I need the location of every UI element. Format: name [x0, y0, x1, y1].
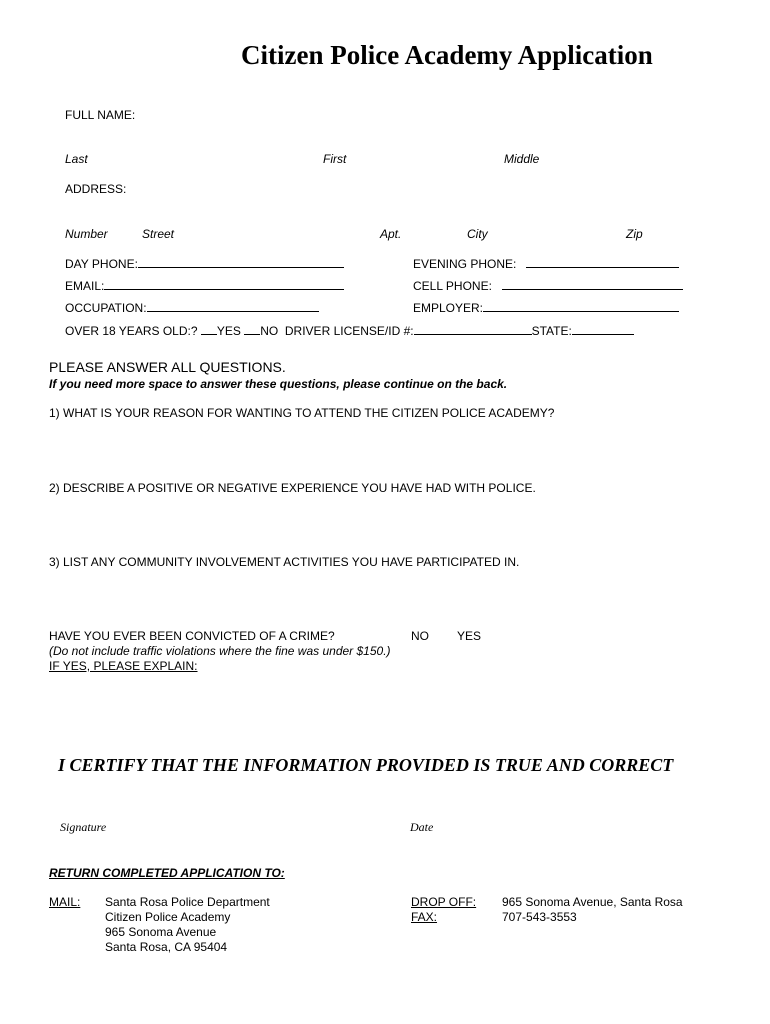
email-label: EMAIL:	[65, 279, 105, 293]
license-field[interactable]	[414, 323, 532, 335]
day-phone-label: DAY PHONE:	[65, 257, 138, 271]
cell-phone-label: CELL PHONE:	[413, 279, 492, 293]
employer-row	[413, 300, 679, 315]
occupation-field[interactable]	[147, 300, 319, 312]
cell-phone-field[interactable]	[502, 278, 683, 290]
mail-line: Citizen Police Academy	[105, 910, 231, 924]
crime-note: (Do not include traffic violations where the fine was under $150.)	[49, 644, 391, 658]
crime-explain-area[interactable]	[49, 676, 719, 746]
employer-field[interactable]	[483, 300, 679, 312]
over18-yes-blank[interactable]	[201, 323, 217, 335]
middle-name-caption: Middle	[504, 152, 540, 166]
state-label: STATE:	[531, 324, 572, 338]
mail-label: MAIL:	[49, 895, 81, 909]
occupation-row	[65, 300, 319, 315]
address-apt-caption: Apt.	[380, 227, 402, 241]
age-license-row	[65, 323, 634, 338]
question-2: 2) DESCRIBE A POSITIVE OR NEGATIVE EXPERIENCE YOU HAVE HAD WITH POLICE.	[49, 481, 536, 495]
questions-note: If you need more space to answer these questions, please continue on the back.	[49, 377, 508, 391]
address-city-caption: City	[467, 227, 488, 241]
last-name-caption: Last	[65, 152, 88, 166]
state-field[interactable]	[572, 326, 634, 335]
address-label: ADDRESS:	[65, 182, 127, 196]
cell-phone-row	[413, 278, 683, 293]
address-zip-caption: Zip	[626, 227, 643, 241]
over18-yes-label: YES	[216, 324, 241, 338]
fax-value: 707-543-3553	[502, 910, 577, 924]
evening-phone-row	[413, 256, 679, 271]
crime-no-option[interactable]: NO	[411, 629, 429, 643]
mail-line: 965 Sonoma Avenue	[105, 925, 217, 939]
first-name-caption: First	[323, 152, 347, 166]
email-row	[65, 278, 344, 293]
questions-heading: PLEASE ANSWER ALL QUESTIONS.	[49, 359, 286, 375]
fax-label: FAX:	[411, 910, 438, 924]
answer-2-area[interactable]	[49, 499, 719, 551]
address-number-caption: Number	[65, 227, 108, 241]
license-label: DRIVER LICENSE/ID #:	[284, 324, 414, 338]
crime-yes-option[interactable]: YES	[457, 629, 482, 643]
crime-question: HAVE YOU EVER BEEN CONVICTED OF A CRIME?	[49, 629, 335, 643]
answer-3-area[interactable]	[49, 573, 719, 625]
question-3: 3) LIST ANY COMMUNITY INVOLVEMENT ACTIVITIES YOU HAVE PARTICIPATED IN.	[49, 555, 520, 569]
date-caption: Date	[410, 820, 434, 834]
day-phone-field[interactable]	[138, 256, 344, 268]
mail-line: Santa Rosa Police Department	[105, 895, 270, 909]
mail-line: Santa Rosa, CA 95404	[105, 940, 228, 954]
over18-no-label: NO	[260, 324, 279, 338]
address-street-caption: Street	[142, 227, 175, 241]
over18-no-blank[interactable]	[244, 323, 260, 335]
answer-1-area[interactable]	[49, 424, 719, 476]
mail-address-block	[105, 895, 270, 955]
dropoff-value: 965 Sonoma Avenue, Santa Rosa	[502, 895, 683, 909]
dropoff-label: DROP OFF:	[411, 895, 477, 909]
occupation-label: OCCUPATION:	[65, 301, 147, 315]
question-1: 1) WHAT IS YOUR REASON FOR WANTING TO ATTEND THE CITIZEN POLICE ACADEMY?	[49, 406, 555, 420]
page-title: Citizen Police Academy Application	[241, 40, 653, 70]
over18-label: OVER 18 YEARS OLD:?	[65, 324, 198, 338]
full-name-label: FULL NAME:	[65, 108, 136, 122]
crime-explain-label: IF YES, PLEASE EXPLAIN:	[49, 659, 198, 673]
evening-phone-label: EVENING PHONE:	[413, 257, 517, 271]
evening-phone-field[interactable]	[526, 256, 679, 268]
employer-label: EMPLOYER:	[413, 301, 484, 315]
day-phone-row	[65, 256, 344, 271]
return-heading: RETURN COMPLETED APPLICATION TO:	[49, 866, 285, 880]
signature-caption: Signature	[60, 820, 107, 834]
certification-statement: I CERTIFY THAT THE INFORMATION PROVIDED IS TRUE AND CORRECT	[58, 755, 674, 775]
email-field[interactable]	[104, 278, 344, 290]
